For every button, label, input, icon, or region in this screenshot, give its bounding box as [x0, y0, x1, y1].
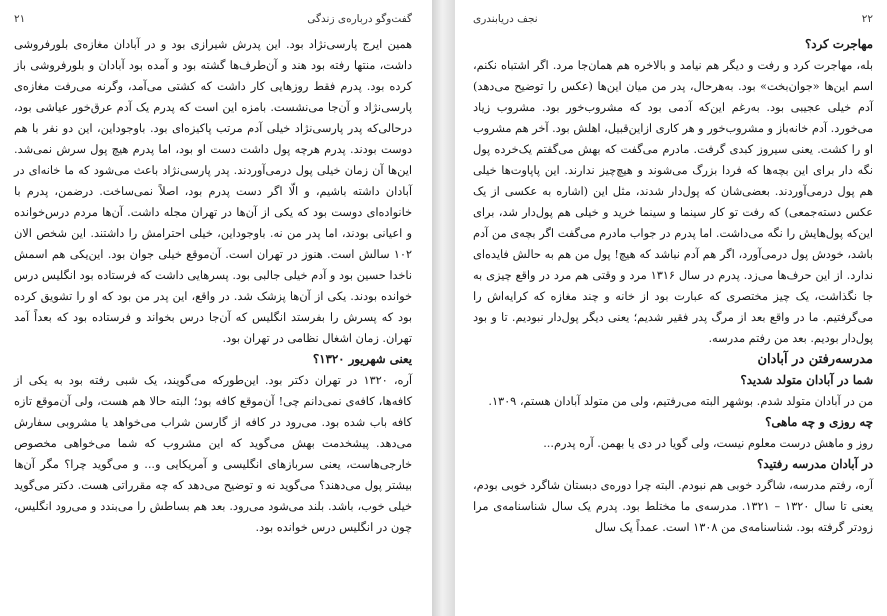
interview-question: یعنی شهریور ۱۳۲۰؟ — [312, 352, 412, 366]
page-number: ۲۲ — [861, 13, 873, 25]
page-body — [14, 34, 412, 538]
running-head — [14, 0, 412, 25]
paragraph: من در آبادان متولد شدم. بوشهر البته می‌رفتیم، ولی من متولد آبادان هستم، ۱۳۰۹. — [488, 395, 873, 408]
running-head — [473, 0, 873, 25]
running-title: گفت‌وگو درباره‌ی زندگی — [307, 13, 412, 25]
interview-question: شما در آبادان متولد شدید؟ — [740, 373, 873, 387]
interview-question: مهاجرت کرد؟ — [804, 37, 873, 51]
paragraph: بله، مهاجرت کرد و رفت و دیگر هم نیامد و بالاخره هم همان‌جا مرد. اگر اشتباه نکنم، اسم این‌ها «جوان‌بخت» بود. به‌هرحال، پدر من میان این‌ها (عکس را توضیح می‌دهد) آدم خیلی عجیبی بود. به‌رغم این‌که آدمی بود که مشروب‌خور بود. مشروب زیاد می‌خورد. آدم خانه‌باز و مشروب‌خور و هر کاری ازاین‌قبیل، اهلش بود. آخر هم مشروب او را کشت. یعنی سیروز کبدی گرفت. مادرم می‌گفت که بهش می‌گفتم یک‌خرده پول نگه دار برای این بچه‌ها که فردا بزرگ می‌شوند و هیچ‌چیز ندارند. این پاپاوت‌ها خیلی هم پول درمی‌آوردند. بعضی‌شان که پول‌دار شدند، مثل این (اشاره به عکسی از یک عکس دسته‌جمعی) که رفت تو کار سینما و سینما خرید و خیلی هم پول‌دار شد، برای این‌که پول‌هایش را نگه می‌داشت. اما پدرم در جواب مادرم می‌گفت اگر بچه‌ی من آدم باشد، خودش پول درمی‌آورد، اگر هم آدم نباشد که هیچ! پول من هم به حالش فایده‌ای ندارد. از این حرف‌ها می‌زد. پدرم در سال ۱۳۱۶ مرد و وقتی هم مرد در واقع چیزی به جا نگذاشت، یک چیز مختصری که عبارت بود از خانه و چند مغازه که کرایه‌اش را می‌گرفتیم. ما در واقع بعد از مرگ پدر فقیر شدیم؛ یعنی دیگر پول‌دار نبودیم. تا و بود پول‌دار بودیم. بعد من رفتم مدرسه. — [473, 59, 873, 345]
paragraph: آره، ۱۳۲۰ در تهران دکتر بود. این‌طورکه می‌گویند، یک شبی رفته بود به یکی از کافه‌ها، کافه‌ی نمی‌دانم چی! آن‌موقع کافه بود؛ البته حالا هم هست، ولی آن‌موقع تازه کافه باب شده بود. می‌رود در کافه از گارسن شراب می‌خواهد یا مشروبی سفارش می‌دهد. پیشخدمت بهش می‌گوید که این مشروب که شما می‌خواهی مخصوص خارجی‌هاست، یعنی سربازهای انگلیسی و آمریکایی و... و می‌گوید چرا؟ مگر آن‌ها بیشتر پول می‌دهند؟ می‌گوید نه و توضیح می‌دهد که چه مقرراتی هست. دکتر می‌گوید خیلی خوب، باشد. بلند می‌شود می‌رود. بعد هم بساطش را می‌بندد و می‌رود انگلیس، چون در انگلیس درس خوانده بود. — [14, 374, 413, 534]
right-page — [455, 0, 887, 616]
page-body — [473, 34, 873, 538]
running-title: نجف دریابندری — [473, 13, 538, 25]
section-heading: مدرسه‌رفتن در آبادان — [757, 352, 873, 367]
left-page — [0, 0, 432, 616]
paragraph: روز و ماهش درست معلوم نیست، ولی گویا در دی یا بهمن. آره پدرم... — [543, 437, 873, 450]
interview-question: در آبادان مدرسه رفتید؟ — [757, 457, 873, 471]
page-number: ۲۱ — [14, 13, 26, 25]
interview-question: چه روزی و چه ماهی؟ — [765, 415, 873, 429]
paragraph: همین ایرج پارسی‌نژاد بود. این پدرش شیرازی بود و در آبادان مغازه‌ی بلورفروشی داشت، منتها رفته بود هند و آن‌طرف‌ها گشته بود و آمده بود آبادان و بلورفروشی باز کرده بود. پدرم فقط روزهایی کار داشت که کشتی می‌آمد، وگرنه می‌رفت مغازه‌ی پارسی‌نژاد و آن‌جا می‌نشست. بامزه این است که پدرم یک آدم عرق‌خور عیاشی بود، درحالی‌که پدر پارسی‌نژاد خیلی آدم مرتب پاکیزه‌ای بود. باوجوداین، این دو نفر با هم دوست بودند. پدرم هرچه پول داشت دست او بود، اما پدرم هیچ پول سرش نمی‌شد. این‌ها آن زمان خیلی پول درمی‌آوردند. پدر پارسی‌نژاد باعث می‌شود که ما خانه‌ای در آبادان داشته باشیم، و الّا اگر دست پدرم بود، اصلاً نمی‌ساخت. درضمن، پدرم با خانواده‌ای دوست بود که یکی از آن‌ها در تهران مجله داشت. آن‌ها مردم درس‌خوانده و اعیانی بودند، اما پدر من نه. باوجوداین، خیلی احترامش را داشتند. این شخص الان ۱۰۲ سالش است. هنوز در تهران است. آن‌موقع خیلی جوان بود. این‌یکی هم اسمش ناخدا حسین بود و آدم خیلی جالبی بود. پسرهایی داشت که فرستاده بود انگلیس درس خوانده بودند. یکی از آن‌ها پزشک شد. در واقع، این پدر من بود که او را تشویق کرده بود که پسرش را بفرستد انگلیس که آن‌جا درس بخواند و فرستاده بود که بعداً آمد تهران. زمان اشغال نظامی در تهران بود. — [14, 38, 412, 345]
paragraph: آره، رفتم مدرسه، شاگرد خوبی هم نبودم. البته چرا دوره‌ی دبستان شاگرد خوبی بودم، یعنی تا سال ۱۳۲۰ – ۱۳۲۱. مدرسه‌ی ما مختلط بود. پدرم یک سال شناسنامه‌ی مرا زودتر گرفته بود. شناسنامه‌ی من ۱۳۰۸ است. عمداً یک سال — [473, 479, 873, 534]
book-gutter — [432, 0, 455, 616]
